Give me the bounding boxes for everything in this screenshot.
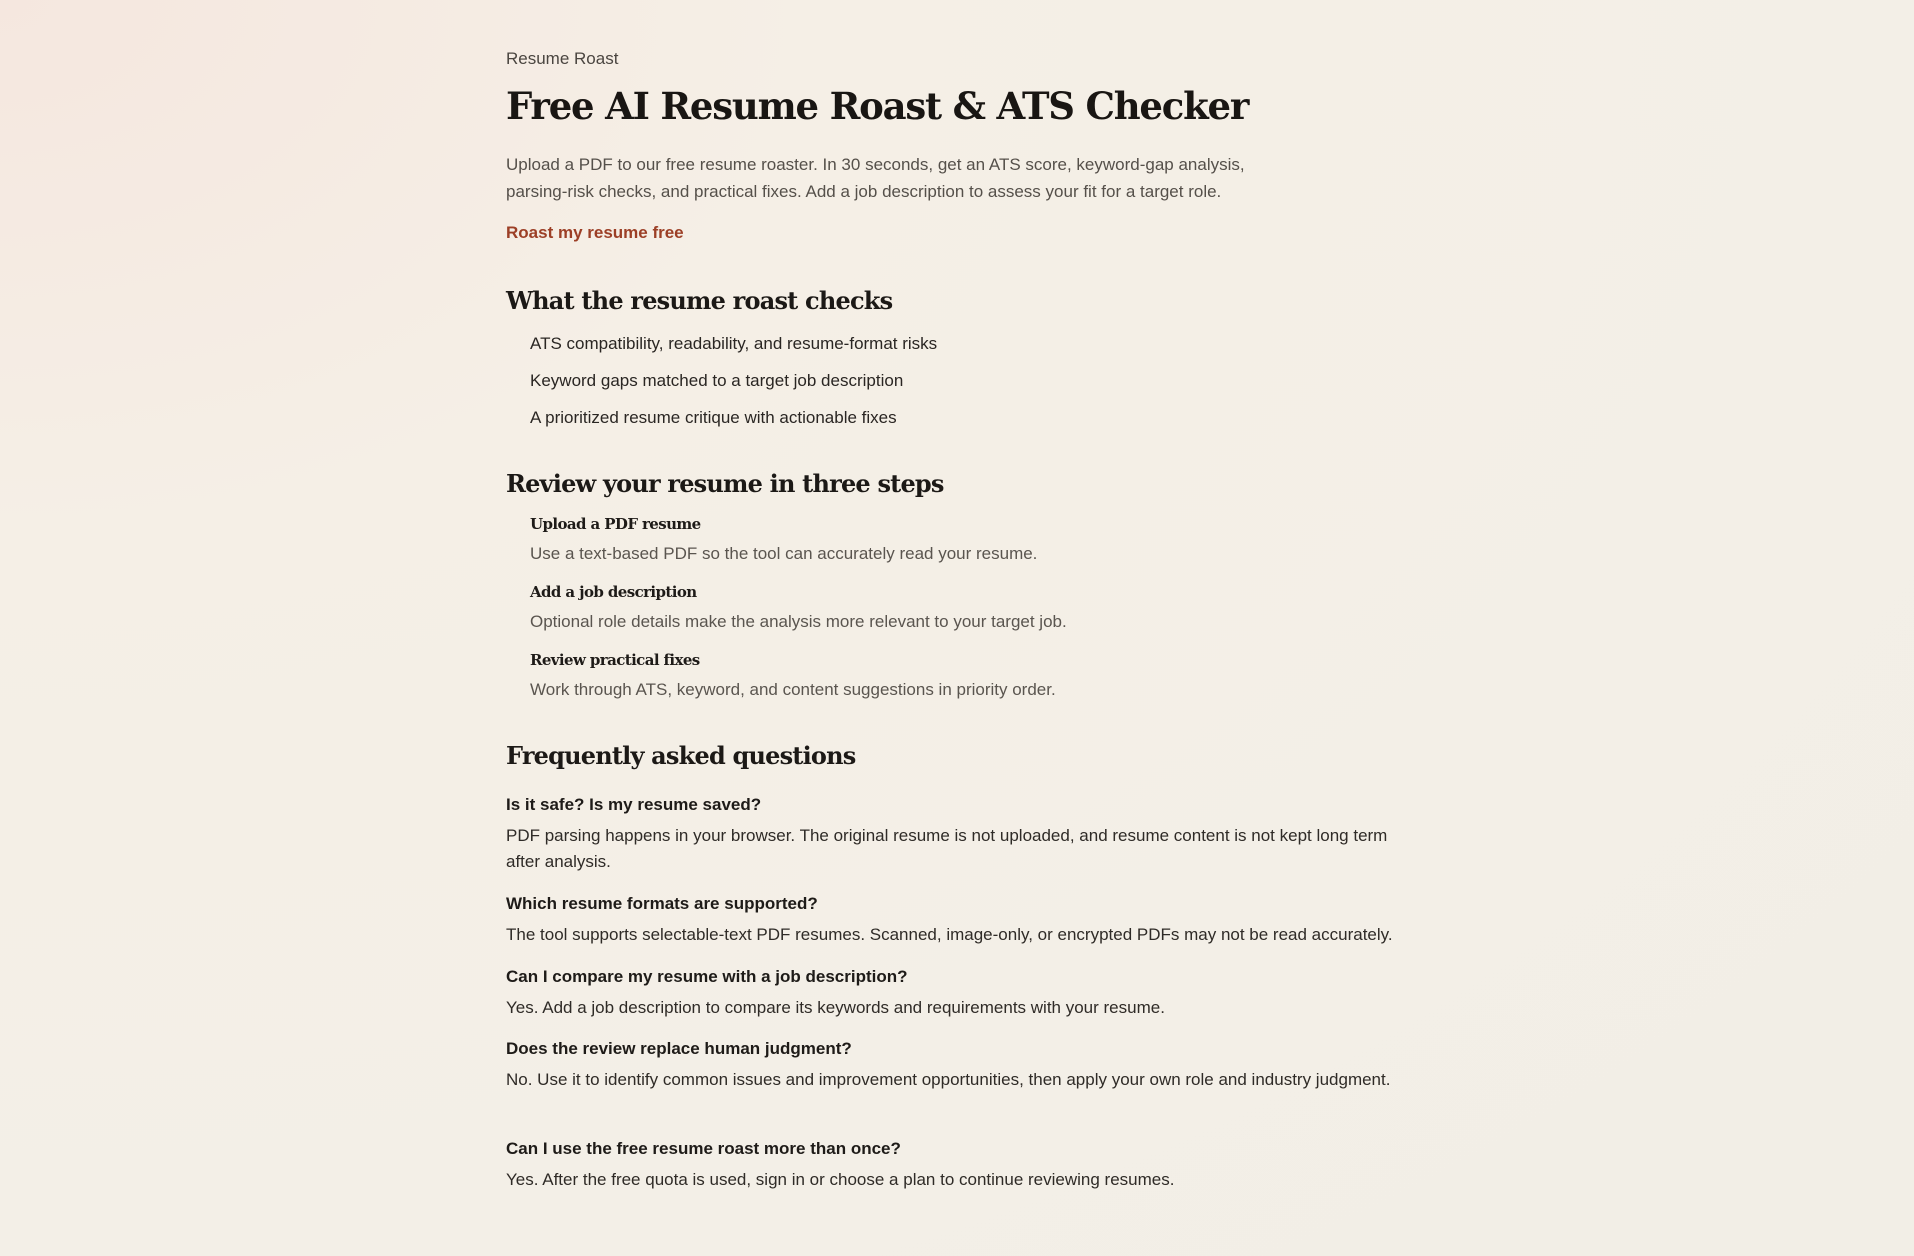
roast-resume-link[interactable]: Roast my resume free <box>506 223 684 242</box>
list-item: ATS compatibility, readability, and resume-format risks <box>530 334 938 353</box>
checks-heading: What the resume roast checks <box>506 286 893 315</box>
faq-item <box>506 894 1406 948</box>
faq-question: Is it safe? Is my resume saved? <box>506 795 762 814</box>
faq-answer: No. Use it to identify common issues and improvement opportunities, then apply your own role and industry judgment. <box>506 1070 1391 1089</box>
step-description: Work through ATS, keyword, and content suggestions in priority order. <box>530 680 1056 699</box>
faq-question: Can I use the free resume roast more than once? <box>506 1139 901 1158</box>
checks-list <box>530 334 937 445</box>
step-description: Optional role details make the analysis more relevant to your target job. <box>530 612 1067 631</box>
faq-heading: Frequently asked questions <box>506 741 856 770</box>
step-description: Use a text-based PDF so the tool can accurately read your resume. <box>530 544 1038 563</box>
step-title: Review practical fixes <box>530 651 700 669</box>
step-item <box>530 514 1067 582</box>
faq-question: Which resume formats are supported? <box>506 894 818 913</box>
faq-answer: Yes. Add a job description to compare its keywords and requirements with your resume. <box>506 998 1165 1017</box>
faq-item <box>506 1039 1406 1093</box>
brand-name[interactable]: Resume Roast <box>506 49 619 68</box>
list-item: A prioritized resume critique with actionable fixes <box>530 408 897 427</box>
faq-answer: PDF parsing happens in your browser. The original resume is not uploaded, and resume content is not kept long term after analysis. <box>506 826 1388 871</box>
faq-answer: The tool supports selectable-text PDF resumes. Scanned, image-only, or encrypted PDFs may not be read accurately. <box>506 925 1393 944</box>
intro-text: Upload a PDF to our free resume roaster. In 30 seconds, get an ATS score, keyword-gap analysis, parsing-risk checks, and practical fixes. Add a job description to assess your fit for a target role. <box>506 155 1245 201</box>
steps-heading: Review your resume in three steps <box>506 469 944 498</box>
page-title: Free AI Resume Roast & ATS Checker <box>506 84 1249 128</box>
faq-question: Does the review replace human judgment? <box>506 1039 852 1058</box>
step-title: Upload a PDF resume <box>530 515 701 533</box>
faq-answer: Yes. After the free quota is used, sign in or choose a plan to continue reviewing resumes. <box>506 1170 1175 1189</box>
list-item: Keyword gaps matched to a target job description <box>530 371 904 390</box>
faq-item <box>506 967 1406 1021</box>
step-title: Add a job description <box>530 583 697 601</box>
faq-item <box>506 1139 1406 1193</box>
steps-list <box>530 514 1067 718</box>
step-item <box>530 650 1067 718</box>
faq-item <box>506 795 1406 875</box>
faq-question: Can I compare my resume with a job description? <box>506 967 908 986</box>
step-item <box>530 582 1067 650</box>
